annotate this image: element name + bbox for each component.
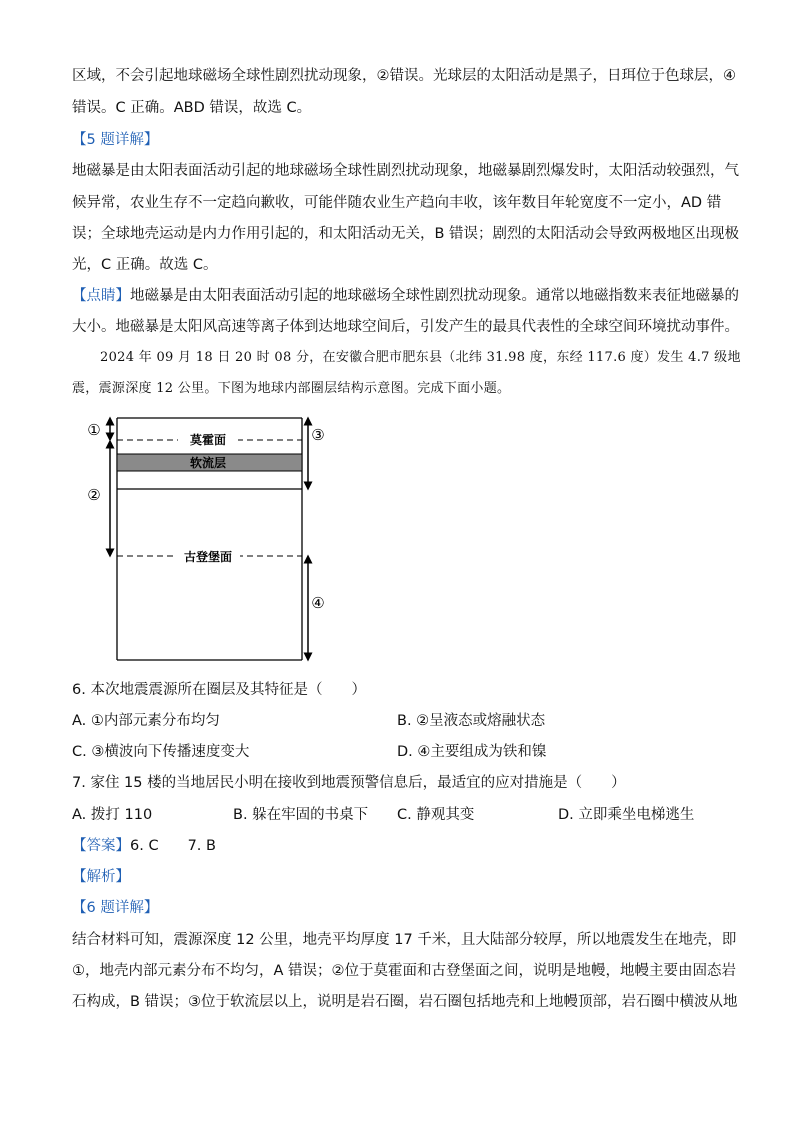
q6-option-d: D. ④主要组成为铁和镍	[397, 744, 547, 760]
text-line: 错误。C 正确。ABD 错误，故选 C。	[72, 100, 312, 116]
q7-option-a: A. 拨打 110	[72, 807, 153, 823]
q6-option-c: C. ③横波向下传播速度变大	[72, 744, 250, 760]
text-line: 地磁暴是由太阳表面活动引起的地球磁场全球性剧烈扰动现象，地磁暴剧烈爆发时，太阳活动较强烈，气	[72, 163, 739, 179]
q7-stem: 7. 家住 15 楼的当地居民小明在接收到地震预警信息后，最适宜的应对措施是（ ）	[72, 775, 626, 791]
q7-option-d: D. 立即乘坐电梯逃生	[558, 807, 695, 823]
text-line: 光，C 正确。故选 C。	[72, 257, 218, 273]
moho-label: 莫霍面	[189, 433, 227, 447]
marker-1: ①	[87, 421, 101, 439]
q6-heading: 【6 题详解】	[72, 900, 159, 916]
q6-option-b: B. ②呈液态或熔融状态	[397, 713, 546, 729]
text-line: 结合材料可知，震源深度 12 公里，地壳平均厚度 17 千米，且大陆部分较厚，所以地震发生在地壳，即	[72, 932, 737, 948]
text-line: 误；全球地壳运动是内力作用引起的，和太阳活动无关，B 错误；剧烈的太阳活动会导致两极地区出现极	[72, 226, 740, 242]
q7-option-b: B. 躲在牢固的书桌下	[233, 807, 369, 823]
text-line: ①，地壳内部元素分布不均匀，A 错误；②位于莫霍面和古登堡面之间，说明是地幔，地幔主要由固态岩	[72, 963, 737, 979]
intro-line: 震，震源深度 12 公里。下图为地球内部圈层结构示意图。完成下面小题。	[72, 381, 511, 396]
q6-option-a: A. ①内部元素分布均匀	[72, 713, 220, 729]
q5-heading: 【5 题详解】	[72, 132, 159, 148]
text-line: 候异常，农业生存不一定趋向歉收，可能伴随农业生产趋向丰收，该年数目年轮宽度不一定小，AD 错	[72, 195, 722, 211]
marker-2: ②	[87, 486, 101, 504]
answer-label: 【答案】	[72, 838, 130, 854]
dianjing-label: 【点睛】	[72, 288, 130, 304]
text-line: 石构成，B 错误；③位于软流层以上，说明是岩石圈，岩石圈包括地壳和上地幔顶部，岩石圈中横波从地	[72, 994, 738, 1010]
dianjing-text: 地磁暴是由太阳表面活动引起的地球磁场全球性剧烈扰动现象。通常以地磁指数来表征地磁暴的	[130, 288, 739, 304]
analysis-label: 【解析】	[72, 869, 130, 885]
q7-option-c: C. 静观其变	[397, 807, 475, 823]
answer-line	[72, 836, 216, 856]
marker-4: ④	[311, 594, 325, 612]
answer-value: 6. C 7. B	[130, 838, 216, 854]
intro-line: 2024 年 09 月 18 日 20 时 08 分，在安徽合肥市肥东县（北纬 31.98 度，东经 117.6 度）发生 4.7 级地	[100, 350, 741, 365]
gutenberg-label: 古登堡面	[183, 550, 233, 564]
marker-3: ③	[311, 426, 325, 444]
text-line: 大小。地磁暴是太阳风高速等离子体到达地球空间后，引发产生的最具代表性的全球空间环境扰动事件。	[72, 319, 739, 335]
q6-stem: 6. 本次地震震源所在圈层及其特征是（ ）	[72, 682, 366, 698]
text-line: 区域，不会引起地球磁场全球性剧烈扰动现象，②错误。光球层的太阳活动是黑子，日珥位于色球层，④	[72, 68, 736, 84]
asthenosphere-label: 软流层	[189, 456, 227, 470]
